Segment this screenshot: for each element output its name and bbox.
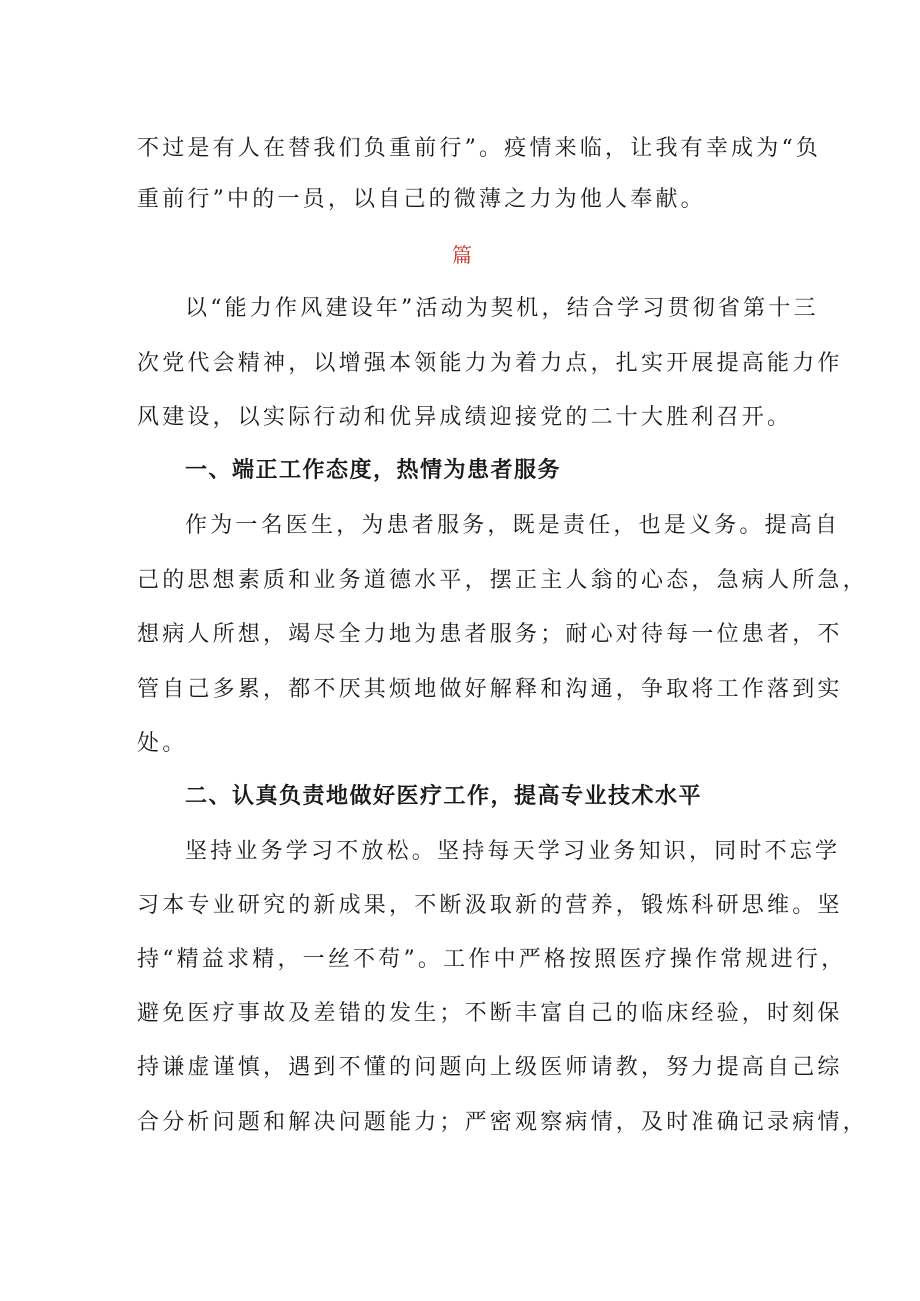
section2-line-2: 习本专业研究的新成果，不断汲取新的营养，锻炼科研思维。坚 [137,893,843,918]
section2-line-1: 坚持业务学习不放松。坚持每天学习业务知识，同时不忘学 [185,839,841,864]
section1-line-5: 处。 [137,731,188,756]
intro-line-1: 不过是有人在替我们负重前行”。疫情来临，让我有幸成为“负 [137,136,822,161]
section-heading-2: 二、认真负责地做好医疗工作，提高专业技术水平 [185,784,703,809]
section-marker: 篇 [452,243,472,267]
section2-line-3: 持“精益求精，一丝不苟”。工作中严格按照医疗操作常规进行， [137,947,847,972]
section2-line-6: 合分析问题和解决问题能力；严密观察病情，及时准确记录病情， [137,1110,868,1135]
opening-line-1: 以“能力作风建设年”活动为契机，结合学习贯彻省第十三 [185,296,819,321]
section2-line-4: 避免医疗事故及差错的发生；不断丰富自己的临床经验，时刻保 [137,1001,843,1026]
section2-line-5: 持谦虚谨慎，遇到不懂的问题向上级医师请教，努力提高自己综 [137,1055,843,1080]
section1-line-2: 己的思想素质和业务道德水平，摆正主人翁的心态，急病人所急， [137,568,868,593]
intro-line-2: 重前行”中的一员，以自己的微薄之力为他人奉献。 [137,187,706,212]
section1-line-4: 管自己多累，都不厌其烦地做好解释和沟通，争取将工作落到实 [137,677,843,702]
section-heading-1: 一、端正工作态度，热情为患者服务 [185,458,562,483]
opening-line-2: 次党代会精神，以增强本领能力为着力点，扎实开展提高能力作 [137,351,843,376]
section1-line-1: 作为一名医生，为患者服务，既是责任，也是义务。提高自 [185,513,841,538]
opening-line-3: 风建设，以实际行动和优异成绩迎接党的二十大胜利召开。 [137,405,793,430]
section1-line-3: 想病人所想，竭尽全力地为患者服务；耐心对待每一位患者，不 [137,622,843,647]
